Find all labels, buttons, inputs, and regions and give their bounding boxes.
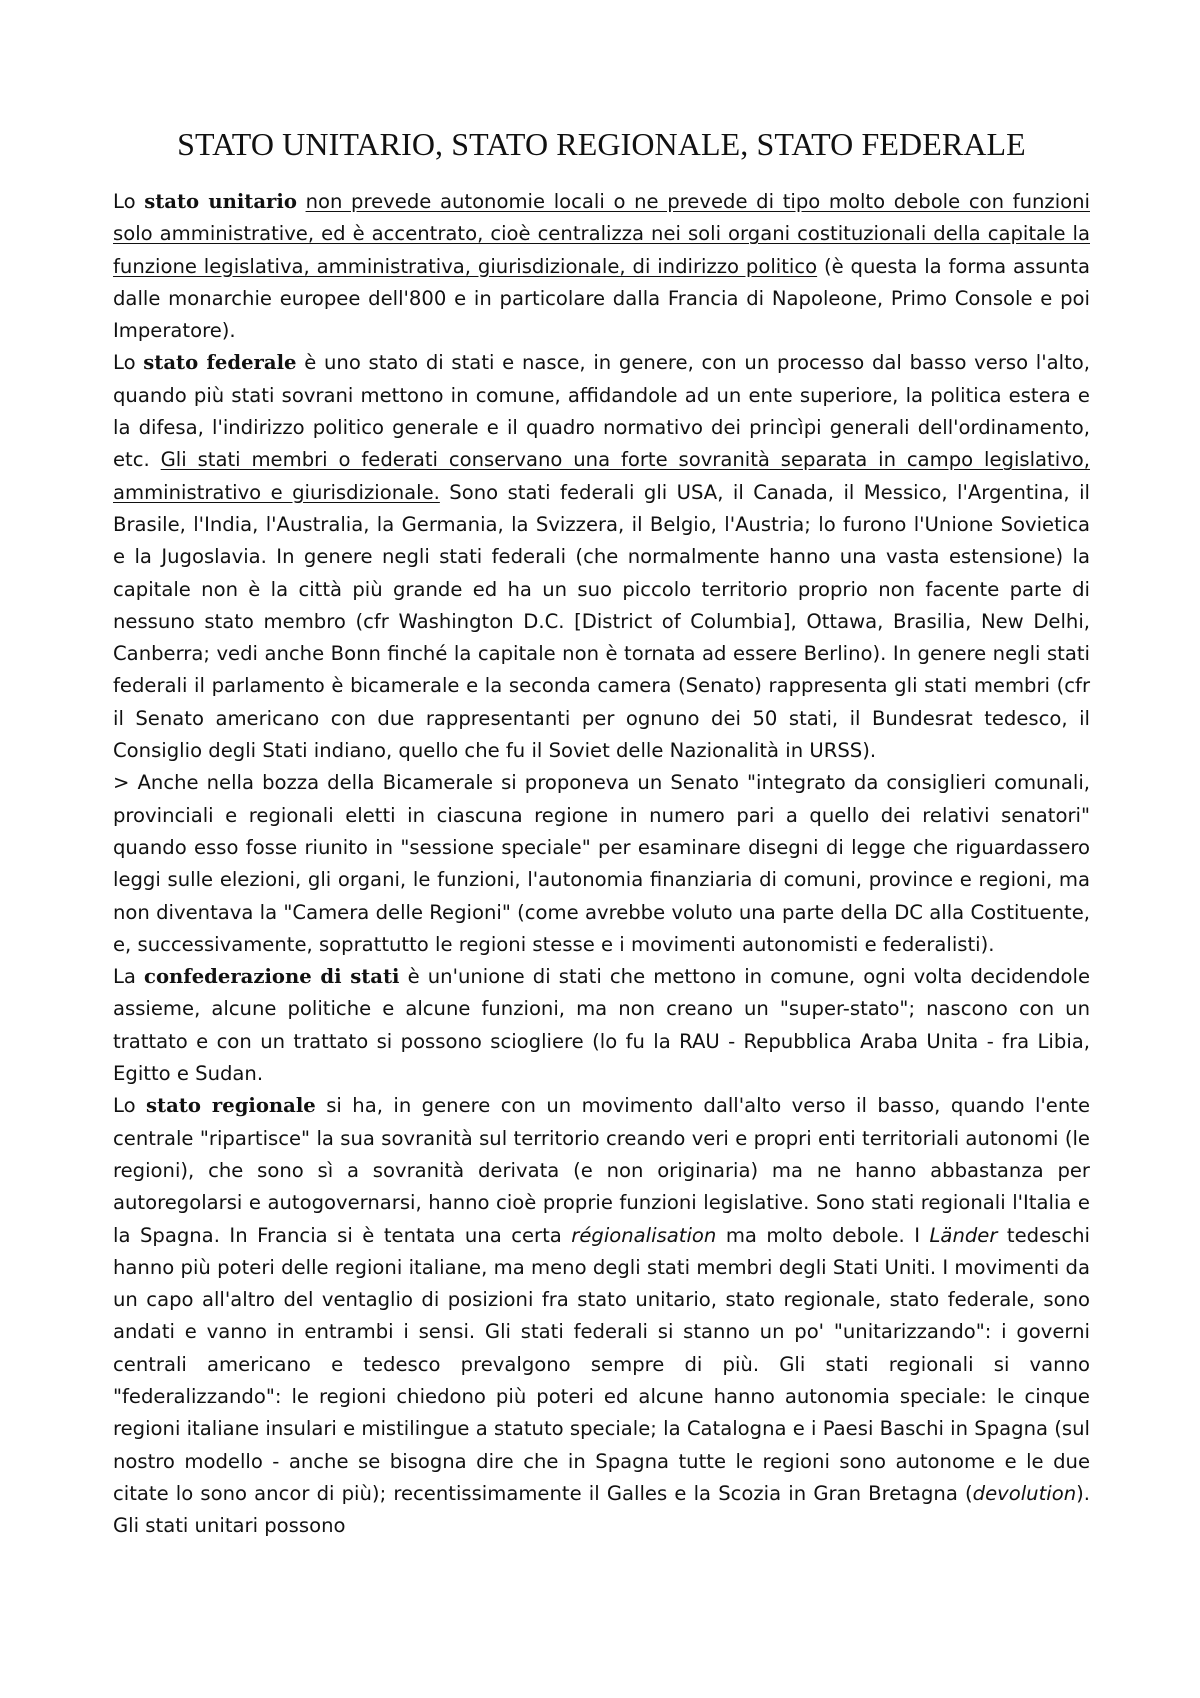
paragraph-text: si ha, in genere con un movimento dall'alto verso il basso, quando l'ente centrale "ripartisce" la sua sovranità sul territorio creando veri e propri enti territoriali autonomi (le regioni), che sono sì a sovranità derivata (e non originaria) ma ne hanno abbastanza per autoregolarsi e autogovernarsi, hanno cioè proprie funzioni legislative. Sono stati regionali l'Italia e la Spagna. In Francia si è tentata una certa [113,1094,1091,1247]
paragraph-text: (è questa la forma assunta dalle monarchie europee dell'800 e in particolare dalla Francia di Napoleone, Primo Console e poi Imperatore). [113,254,1090,343]
note-text: > Anche nella bozza della Bicamerale si proponeva un Senato "integrato da consiglieri comunali, provinciali e regionali eletti in ciascuna regione in numero pari a quello dei relativi senatori" quando esso fosse riunito in "sessione speciale" per esaminare disegni di legge che riguardassero leggi sulle elezioni, gli organi, le funzioni, l'autonomia finanziaria di comuni, province e regioni, ma non diventava la "Camera delle Regioni" (come avrebbe voluto una parte della DC alla Costituente, e, successivamente, soprattutto le regioni stesse e i movimenti autonomisti e federalisti). [113,771,1090,956]
paragraph-text: ma molto debole. I [716,1223,930,1247]
paragraph-text: Sono stati federali gli USA, il Canada, il Messico, l'Argentina, il Brasile, l'India, l'Australia, la Germania, la Svizzera, il Belgio, l'Austria; lo furono l'Unione Sovietica e la Jugoslavia. In genere negli stati federali (che normalmente hanno una vasta estensione) la capitale non è la città più grande ed ha un suo piccolo territorio proprio non facente parte di nessuno stato membro (cfr Washington D.C. [District of Columbia], Ottawa, Brasilia, New Delhi, Canberra; vedi anche Bonn finché la capitale non è tornata ad essere Berlino). In genere negli stati federali il parlamento è bicamerale e la seconda camera (Senato) rappresenta gli stati membri (cfr il Senato americano con due rappresentanti per ognuno dei 50 stati, il Bundesrat tedesco, il Consiglio degli Stati indiano, quello che fu il Soviet delle Nazionalità in URSS). [113,480,1090,763]
underlined-sentence: Gli stati membri o federati conservano una forte sovranità separata in campo legislativo, amministrativo e giurisdizionale. [113,448,1090,504]
paragraph-confederazione [113,961,1090,1090]
page-title: STATO UNITARIO, STATO REGIONALE, STATO FEDERALE [177,126,1026,162]
paragraph-stato-federale [113,347,1090,767]
paragraph-lead: Lo [113,1094,146,1118]
paragraph-stato-regionale [113,1090,1090,1542]
paragraph-lead: La [113,965,145,989]
document-body [113,186,1090,1542]
italic-lander: Länder [929,1223,998,1247]
term-stato-unitario: stato unitario [144,190,297,213]
paragraph-text: è un'unione di stati che mettono in comune, ogni volta decidendole assieme, alcune politiche e alcune funzioni, ma non creano un "super-stato"; nascono con un trattato e con un trattato si possono sciogliere (lo fu la RAU - Repubblica Araba Unita - fra Libia, Egitto e Sudan. [113,965,1090,1086]
paragraph-lead: Lo [113,351,144,375]
italic-regionalisation: régionalisation [571,1223,717,1247]
spacer [297,190,306,213]
paragraph-bicamerale-note [113,767,1090,961]
paragraph-text: è uno stato di stati e nasce, in genere, con un processo dal basso verso l'alto, quando più stati sovrani mettono in comune, affidandole ad un ente superiore, la politica estera e la difesa, l'indirizzo politico generale e il quadro normativo dei princìpi generali dell'ordinamento, etc. [113,351,1090,472]
term-stato-regionale: stato regionale [146,1094,316,1118]
paragraph-text: ). Gli stati unitari possono [113,1481,1090,1538]
term-confederazione: confederazione di stati [144,965,400,989]
paragraph-stato-unitario [113,186,1090,347]
paragraph-lead: Lo [113,190,145,213]
term-stato-federale: stato federale [143,351,297,375]
underlined-definition: non prevede autonomie locali o ne prevede di tipo molto debole con funzioni solo amministrative, ed è accentrato, cioè centralizza nei soli organi costituzionali della capitale la funzione legislativa, amministrativa, giurisdizionale, di indirizzo politico [113,190,1090,278]
italic-devolution: devolution [972,1481,1077,1505]
paragraph-text: tedeschi hanno più poteri delle regioni italiane, ma meno degli stati membri degli Stati Uniti. I movimenti da un capo all'altro del ventaglio di posizioni fra stato unitario, stato regionale, stato federale, sono andati e vanno in entrambi i sensi. Gli stati federali si stanno un po' "unitarizzando": i governi centrali americano e tedesco prevalgono sempre di più. Gli stati regionali si vanno "federalizzando": le regioni chiedono più poteri ed alcune hanno autonomia speciale: le cinque regioni italiane insulari e mistilingue a statuto speciale; la Catalogna e i Paesi Baschi in Spagna (sul nostro modello - anche se bisogna dire che in Spagna tutte le regioni sono autonome e le due citate lo sono ancor di più); recentissimamente il Galles e la Scozia in Gran Bretagna ( [113,1223,1090,1505]
